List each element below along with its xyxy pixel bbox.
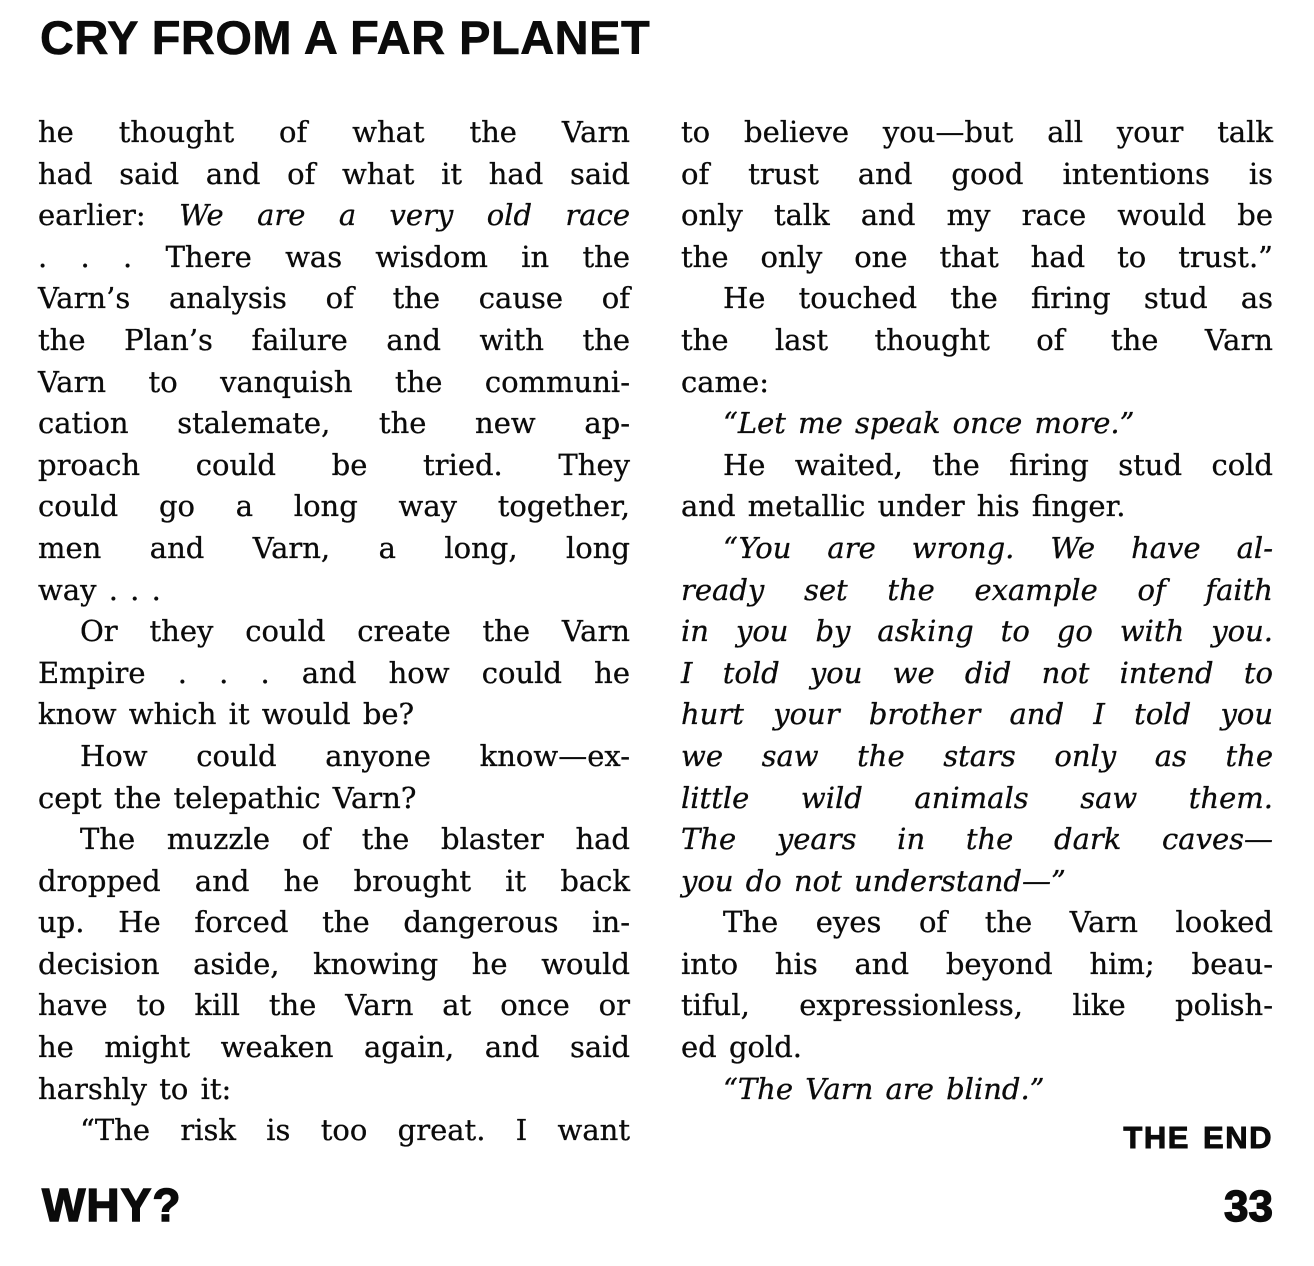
body-text: of trust and good intentions is [681,156,1273,191]
body-text: decision aside, knowing he would [38,946,630,981]
text-line [38,570,630,612]
body-text: dropped and he brought it back [38,863,630,898]
text-line [38,528,630,570]
text-line [38,1069,630,1111]
italic-text: in you by asking to go with you. [681,614,1273,649]
text-line [38,195,630,237]
body-text: came: [681,364,769,399]
column-left [38,112,630,1160]
italic-text: we saw the stars only as the [681,738,1273,773]
column-right [681,112,1273,1160]
body-text: way . . . [38,572,161,607]
body-text: How could anyone know—ex- [80,738,630,773]
body-text: Or they could create the Varn [80,614,630,649]
body-text: have to kill the Varn at once or [38,988,630,1023]
italic-text: little wild animals saw them. [681,780,1273,815]
body-text: the last thought of the Varn [681,322,1273,357]
italic-text: The years in the dark caves— [681,822,1273,857]
text-columns [38,112,1273,1160]
text-line [38,1110,630,1152]
text-line [38,278,630,320]
body-text: men and Varn, a long, long [38,530,630,565]
text-line [38,1027,630,1069]
body-text: ed gold. [681,1030,803,1065]
italic-text: We are a very old race [179,198,630,233]
text-line [681,611,1273,653]
text-line [38,985,630,1027]
text-line [681,278,1273,320]
body-text: The eyes of the Varn looked [723,905,1273,940]
italic-text: ready set the example of faith [681,572,1273,607]
body-text: Varn to vanquish the communi- [38,364,630,399]
text-line [681,486,1273,528]
text-line [681,985,1273,1027]
text-line [681,154,1273,196]
body-text: The muzzle of the blaster had [80,822,630,857]
text-line [38,320,630,362]
text-line [681,528,1273,570]
body-text: . . . There was wisdom in the [38,239,630,274]
text-line [38,653,630,695]
body-text: He touched the firing stud as [723,281,1273,316]
italic-text: you do not understand—” [681,863,1066,898]
text-line [681,694,1273,736]
italic-text: “You are wrong. We have al- [723,530,1273,565]
text-line [681,1069,1273,1111]
text-line [681,819,1273,861]
text-line [681,362,1273,404]
body-text: he might weaken again, and said [38,1030,630,1065]
body-text: “The risk is too great. I want [80,1113,630,1148]
text-line [681,778,1273,820]
text-line [38,819,630,861]
italic-text: “Let me speak once more.” [723,406,1135,441]
italic-text: hurt your brother and I told you [681,697,1273,732]
body-text: the only one that had to trust.” [681,239,1273,274]
body-text: and metallic under his finger. [681,489,1126,524]
text-line [38,362,630,404]
text-line [38,403,630,445]
italic-text: “The Varn are blind.” [723,1071,1045,1106]
page-number: 33 [1224,1182,1273,1231]
text-line [681,403,1273,445]
text-line [681,736,1273,778]
text-line [681,195,1273,237]
body-text: He waited, the firing stud cold [723,447,1273,482]
text-line [38,861,630,903]
text-line [38,736,630,778]
text-line [681,320,1273,362]
text-line [681,112,1273,154]
text-line [681,944,1273,986]
text-line [38,445,630,487]
body-text: had said and of what it had said [38,156,630,191]
text-line [681,445,1273,487]
page-footer [42,1178,1273,1232]
text-line [681,653,1273,695]
text-line [681,861,1273,903]
body-text: to believe you—but all your talk [681,115,1273,149]
end-text: THE END [1123,1120,1273,1156]
text-line [38,611,630,653]
page-title: CRY FROM A FAR PLANET [40,11,651,64]
text-line [38,154,630,196]
body-text: he thought of what the Varn [38,115,630,149]
body-text: earlier: [38,198,180,233]
text-line [681,1027,1273,1069]
body-text: proach could be tried. They [38,447,630,482]
body-text: cation stalemate, the new ap- [38,406,630,441]
text-line [38,237,630,279]
body-text: only talk and my race would be [681,198,1273,233]
text-line [38,778,630,820]
body-text: harshly to it: [38,1071,232,1106]
body-text: could go a long way together, [38,489,630,524]
body-text: into his and beyond him; beau- [681,946,1273,981]
body-text: cept the telepathic Varn? [38,780,417,815]
text-line [38,944,630,986]
body-text: know which it would be? [38,697,415,732]
story-footer-title: WHY? [42,1179,182,1231]
the-end-label [681,1117,1273,1160]
text-line [38,112,630,154]
body-text: tiful, expressionless, like polish- [681,988,1273,1023]
body-text: Empire . . . and how could he [38,655,630,690]
italic-text: I told you we did not intend to [681,655,1273,690]
text-line [38,694,630,736]
text-line [38,486,630,528]
body-text: Varn’s analysis of the cause of [38,281,630,316]
text-line [681,237,1273,279]
text-line [681,902,1273,944]
text-line [681,570,1273,612]
body-text: the Plan’s failure and with the [38,322,630,357]
body-text: up. He forced the dangerous in- [38,905,630,940]
text-line [38,902,630,944]
